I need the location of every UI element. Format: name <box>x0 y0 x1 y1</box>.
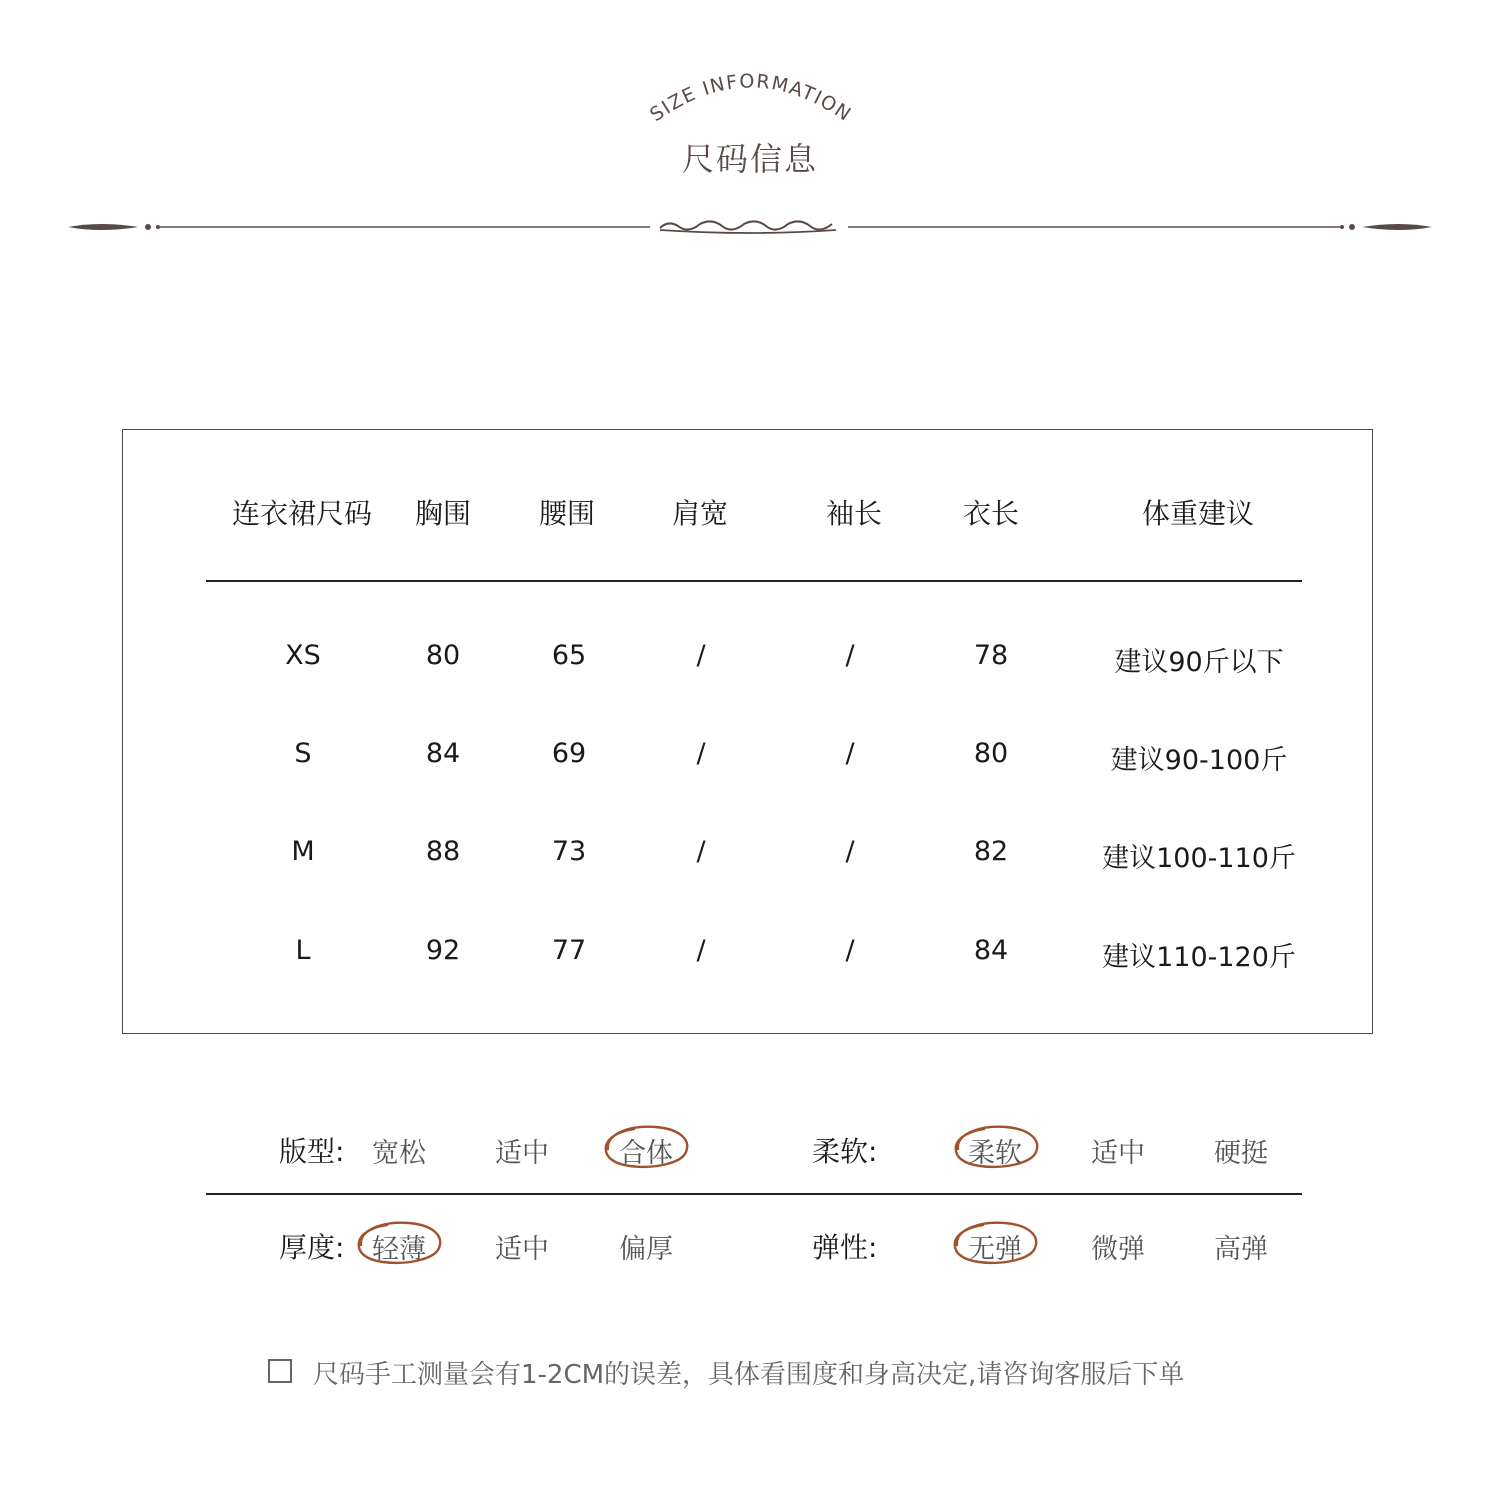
elasticity-option-slight: 微弹 <box>1091 1234 1145 1265</box>
elasticity-option-high: 高弹 <box>1214 1234 1268 1265</box>
thickness-option-regular: 适中 <box>495 1234 549 1265</box>
header-length: 衣长 <box>962 497 1020 530</box>
thickness-option-thick: 偏厚 <box>619 1234 673 1265</box>
table-cell-shoulder: / <box>696 836 706 867</box>
table-header-divider <box>206 580 1302 582</box>
measurement-note: 尺码手工测量会有1-2CM的误差，具体看围度和身高决定,请咨询客服后下单 <box>313 1360 1185 1390</box>
header-weight: 体重建议 <box>1141 497 1255 530</box>
table-cell-sleeve: / <box>845 935 855 966</box>
header-waist: 腰围 <box>538 497 596 530</box>
fit-option-regular: 适中 <box>495 1138 549 1169</box>
table-cell-bust: 88 <box>425 836 461 867</box>
header-size: 连衣裙尺码 <box>231 497 373 530</box>
table-cell-shoulder: / <box>696 738 706 769</box>
table-cell-size: M <box>291 836 315 867</box>
table-cell-size: XS <box>285 640 321 671</box>
table-cell-shoulder: / <box>696 640 706 671</box>
table-cell-size: L <box>295 935 311 966</box>
subtitle-arc <box>600 55 900 145</box>
table-cell-size: S <box>294 738 312 769</box>
table-cell-length: 84 <box>973 935 1009 966</box>
svg-text:SIZE INFORMATION <box>646 70 856 126</box>
checkbox-icon <box>268 1359 292 1383</box>
table-cell-waist: 69 <box>551 738 587 769</box>
ornamental-divider <box>60 210 1440 244</box>
attributes-divider <box>206 1193 1302 1195</box>
softness-option-soft: 柔软 <box>968 1138 1022 1169</box>
elasticity-option-none: 无弹 <box>968 1234 1022 1265</box>
table-cell-bust: 92 <box>425 935 461 966</box>
table-cell-waist: 77 <box>551 935 587 966</box>
header-bust: 胸围 <box>414 497 472 530</box>
table-cell-waist: 65 <box>551 640 587 671</box>
table-cell-length: 78 <box>973 640 1009 671</box>
elasticity-label: 弹性: <box>812 1231 878 1264</box>
table-cell-sleeve: / <box>845 836 855 867</box>
thickness-label: 厚度: <box>279 1231 345 1264</box>
table-cell-weight: 建议100-110斤 <box>1102 843 1296 874</box>
table-cell-weight: 建议90-100斤 <box>1110 745 1288 776</box>
header-shoulder: 肩宽 <box>671 497 729 530</box>
table-cell-length: 82 <box>973 836 1009 867</box>
table-cell-weight: 建议110-120斤 <box>1102 942 1296 973</box>
table-cell-bust: 84 <box>425 738 461 769</box>
size-information-subtitle: SIZE INFORMATION <box>646 70 856 127</box>
thickness-option-thin: 轻薄 <box>372 1234 426 1265</box>
softness-label: 柔软: <box>812 1135 878 1168</box>
fit-label: 版型: <box>279 1135 345 1168</box>
table-cell-bust: 80 <box>425 640 461 671</box>
table-cell-weight: 建议90斤以下 <box>1114 647 1284 678</box>
table-cell-sleeve: / <box>845 640 855 671</box>
fit-option-fitted: 合体 <box>619 1138 673 1169</box>
table-cell-length: 80 <box>973 738 1009 769</box>
header-sleeve: 袖长 <box>825 497 883 530</box>
fit-option-loose: 宽松 <box>372 1138 426 1169</box>
softness-option-stiff: 硬挺 <box>1214 1138 1268 1169</box>
table-cell-sleeve: / <box>845 738 855 769</box>
softness-option-regular: 适中 <box>1091 1138 1145 1169</box>
page-title: 尺码信息 <box>681 140 818 178</box>
table-cell-shoulder: / <box>696 935 706 966</box>
table-cell-waist: 73 <box>551 836 587 867</box>
